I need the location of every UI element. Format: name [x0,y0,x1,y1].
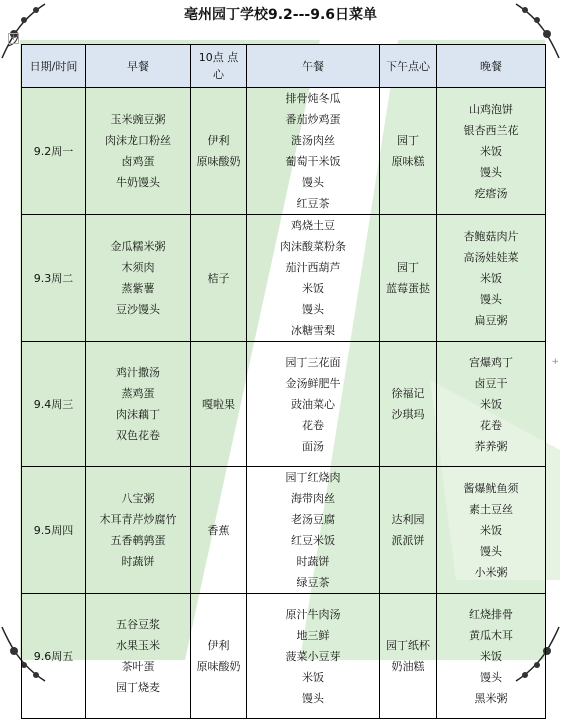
table-row [22,594,546,719]
menu-item: 馒头 [480,292,502,306]
menu-item: 海带肉丝 [291,492,335,505]
dinner-cell [437,594,546,719]
snack10-cell [191,215,247,342]
dinner-cell [437,215,546,342]
header-date: 日期/时间 [22,45,86,88]
menu-table [21,44,546,719]
menu-item: 肉沫藕丁 [116,408,160,421]
date-label: 9.5周四 [33,524,74,537]
breakfast-cell [86,467,191,594]
menu-item: 原味酸奶 [196,660,241,673]
menu-item: 小米粥 [474,565,508,579]
lunch-cell [247,467,380,594]
menu-item: 达利园 [391,513,425,526]
header-dinner: 晚餐 [437,45,546,88]
menu-item: 荞养粥 [474,439,508,453]
table-row-add-icon[interactable]: + [551,357,559,367]
menu-item: 双色花卷 [116,429,160,442]
breakfast-cell [86,215,191,342]
menu-item: 红烧排骨 [469,607,513,621]
menu-item: 卤鸡蛋 [121,155,155,168]
menu-item: 老汤豆腐 [291,513,335,526]
table-header-row [22,45,546,88]
date-cell [22,88,86,215]
menu-item: 番茄炒鸡蛋 [285,113,341,126]
menu-item: 菠菜小豆芽 [285,649,341,663]
menu-item: 山鸡泡饼 [469,102,513,116]
menu-item: 馒头 [480,165,502,179]
menu-item: 木须肉 [121,261,155,274]
menu-item: 原汁牛肉汤 [285,607,341,621]
menu-item: 蒸鸡蛋 [121,387,155,400]
menu-item: 茄汁西葫芦 [285,261,341,274]
dinner-cell [437,342,546,467]
menu-item: 金瓜糯米粥 [110,240,166,253]
menu-item: 馒头 [302,176,324,189]
menu-item: 涟汤肉丝 [291,134,335,147]
menu-item: 葡萄干米饭 [285,155,341,168]
date-label: 9.3周二 [33,272,74,285]
menu-item: 花卷 [480,418,502,432]
menu-item: 园丁纸杯 [386,639,430,652]
menu-item: 面汤 [302,439,324,453]
date-cell [22,215,86,342]
date-label: 9.4周三 [33,398,74,411]
menu-item: 徐福记 [391,387,425,400]
menu-item: 排骨炖冬瓜 [285,92,341,105]
afternoon-cell [380,467,437,594]
menu-item: 馒头 [480,670,502,684]
table-row [22,88,546,215]
date-label: 9.2周一 [33,145,74,158]
menu-item: 派派饼 [391,534,425,547]
menu-item: 肉沫酸菜粉条 [280,240,346,253]
menu-item: 米饭 [480,271,502,285]
menu-item: 园丁烧麦 [116,681,160,694]
table-row [22,342,546,467]
menu-item: 宫爆鸡丁 [469,355,513,369]
menu-item: 玉米豌豆粥 [110,113,166,126]
header-breakfast: 早餐 [86,45,191,88]
lunch-cell [247,215,380,342]
menu-item: 米饭 [480,523,502,537]
menu-item: 五谷豆浆 [116,618,160,631]
date-label: 9.6周五 [33,650,74,663]
snack10-cell [191,88,247,215]
menu-item: 水果玉米 [116,639,160,652]
breakfast-cell [86,594,191,719]
lunch-cell [247,594,380,719]
breakfast-cell [86,342,191,467]
menu-item: 原味糕 [391,155,425,168]
menu-item: 香蕉 [207,523,230,537]
menu-item: 鸡汁撒汤 [116,366,160,379]
afternoon-cell [380,342,437,467]
menu-item: 八宝粥 [121,492,155,505]
menu-item: 扁豆粥 [474,313,508,327]
menu-item: 时蔬饼 [296,555,330,568]
snack10-cell [191,467,247,594]
menu-item: 米饭 [302,282,324,295]
menu-item: 金汤鲜肥牛 [285,376,341,390]
menu-item: 豉油菜心 [291,397,335,411]
menu-item: 高汤娃娃菜 [463,250,519,264]
menu-item: 馒头 [302,303,324,316]
menu-item: 原味酸奶 [196,155,241,168]
table-row [22,215,546,342]
menu-item: 鸡烧土豆 [291,219,335,232]
date-cell [22,342,86,467]
menu-item: 嘎啦果 [202,397,235,411]
header-afternoon: 下午点心 [380,45,437,88]
menu-item: 米饭 [480,397,502,411]
snack10-cell [191,342,247,467]
header-lunch: 午餐 [247,45,380,88]
menu-item: 酱爆鱿鱼须 [463,481,519,495]
menu-item: 银杏西兰花 [463,123,519,137]
dinner-cell [437,88,546,215]
menu-item: 花卷 [302,418,324,432]
menu-item: 米饭 [302,670,324,684]
afternoon-cell [380,594,437,719]
menu-item: 疙瘩汤 [474,186,508,200]
snack10-cell [191,594,247,719]
menu-item: 蒸紫薯 [121,282,155,295]
menu-item: 冰糖雪梨 [291,324,335,337]
menu-item: 园丁 [397,134,419,147]
menu-item: 绿豆茶 [296,576,330,589]
menu-item: 蓝莓蛋挞 [386,282,430,295]
menu-item: 米饭 [480,144,502,158]
menu-item: 伊利 [207,639,230,652]
menu-item: 豆沙馒头 [116,303,160,316]
menu-item: 米饭 [480,649,502,663]
menu-item: 馒头 [302,691,324,705]
menu-item: 黑米粥 [474,691,508,705]
menu-item: 园丁三花面 [285,355,341,369]
table-move-handle-icon[interactable]: + [9,33,18,43]
menu-item: 牛奶馒头 [116,176,160,189]
menu-item: 馒头 [480,544,502,558]
date-cell [22,467,86,594]
menu-item: 杏鲍菇肉片 [463,229,519,243]
menu-item: 伊利 [207,134,230,147]
menu-item: 沙琪玛 [391,408,425,421]
header-snack10: 10点 点心 [191,45,247,88]
afternoon-cell [380,215,437,342]
menu-item: 卤豆干 [474,376,508,390]
table-row [22,467,546,594]
menu-item: 地三鲜 [296,628,330,642]
menu-item: 素土豆丝 [469,502,513,516]
date-cell [22,594,86,719]
menu-item: 红豆茶 [296,197,330,210]
lunch-cell [247,342,380,467]
page-title: 亳州园丁学校9.2---9.6日菜单 [183,7,378,23]
menu-item: 黄瓜木耳 [469,628,513,642]
menu-item: 木耳青芹炒腐竹 [99,513,177,526]
menu-item: 肉沫龙口粉丝 [105,134,171,147]
menu-item: 园丁红烧肉 [285,471,341,484]
breakfast-cell [86,88,191,215]
menu-item: 茶叶蛋 [121,660,155,673]
menu-item: 园丁 [397,261,419,274]
lunch-cell [247,88,380,215]
menu-item: 奶油糕 [391,660,425,673]
menu-item: 时蔬饼 [121,555,155,568]
menu-item: 红豆米饭 [291,534,335,547]
dinner-cell [437,467,546,594]
afternoon-cell [380,88,437,215]
menu-item: 五香鹌鹑蛋 [110,534,166,547]
menu-item: 桔子 [207,271,230,285]
